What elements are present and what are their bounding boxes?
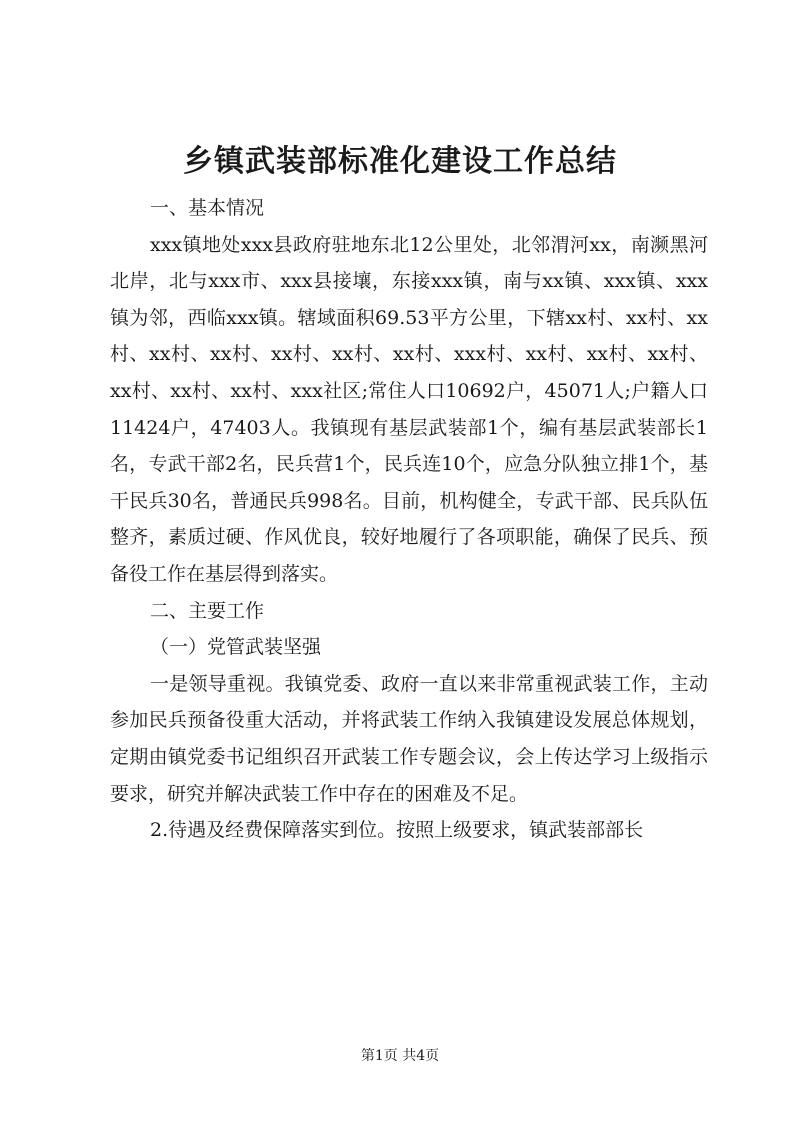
paragraph-leadership: 一是领导重视。我镇党委、政府一直以来非常重视武装工作，主动参加民兵预备役重大活动，并将武装工作纳入我镇建设发展总体规划，定期由镇党委书记组织召开武装工作专题会议，会上传达学习上级指示要求，研究并解决武装工作中存在的困难及不足。 (110, 672, 708, 805)
subsection-heading-party-leadership: （一）党管武装坚强 (150, 636, 322, 659)
paragraph-basic-info: xxx镇地处xxx县政府驻地东北12公里处，北邻渭河xx，南濒黑河北岸，北与xxx市、xxx县接壤，东接xxx镇，南与xx镇、xxx镇、xxx镇为邻，西临xxx镇。辖域面积69.53平方公里，下辖xx村、xx村、xx村、xx村、xx村、xx村、xx村、xx村、xxx村、xx村、xx村、xx村、xx村、xx村、xx村、xxx社区;常住人口10692户，45071人;户籍人口11424户，47403人。我镇现有基层武装部1个，编有基层武装部长1名，专武干部2名，民兵营1个，民兵连10个，应急分队独立排1个，基干民兵30名，普通民兵998名。目前，机构健全，专武干部、民兵队伍整齐，素质过硬、作风优良，较好地履行了各项职能，确保了民兵、预备役工作在基层得到落实。 (110, 233, 708, 585)
document-body (110, 190, 708, 849)
document-title: 乡镇武装部标准化建设工作总结 (183, 144, 617, 179)
section-heading-main-work: 二、主要工作 (150, 599, 265, 622)
paragraph-funding: 2.待遇及经费保障落实到位。按照上级要求，镇武装部部长 (150, 819, 644, 842)
page-number-footer: 第1页 共4页 (360, 1048, 440, 1064)
section-heading-basic-info: 一、基本情况 (150, 197, 265, 219)
